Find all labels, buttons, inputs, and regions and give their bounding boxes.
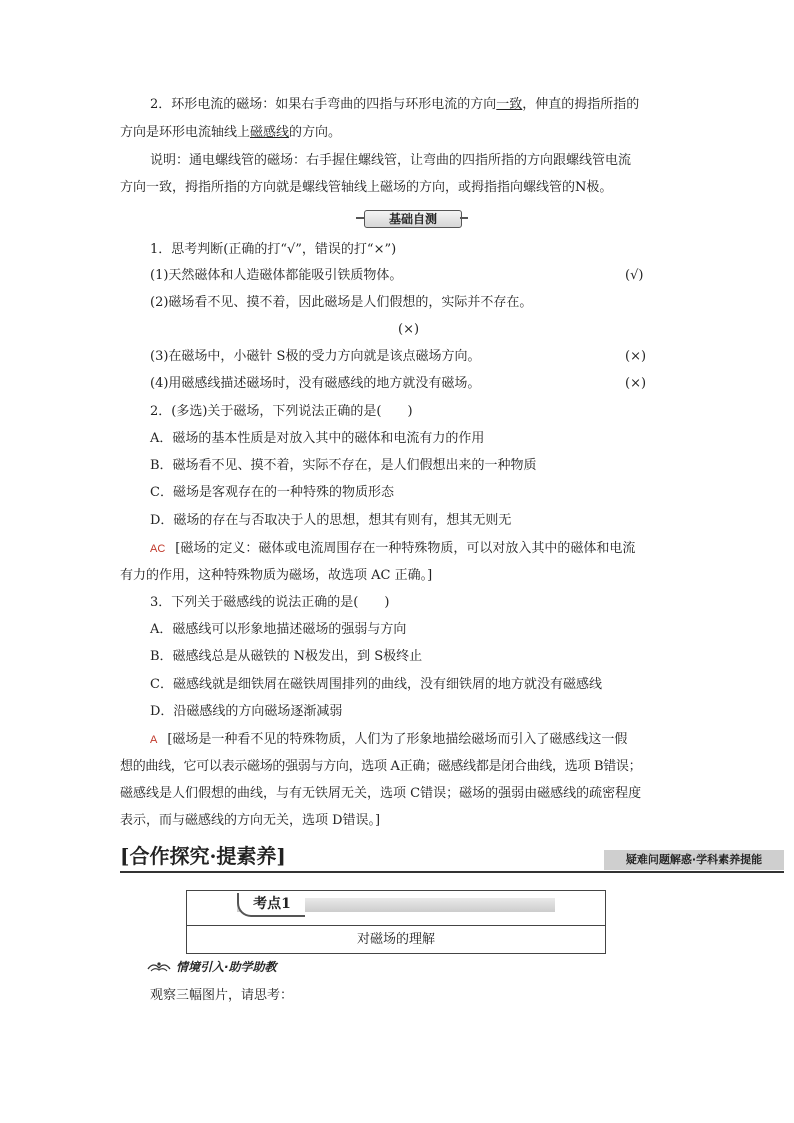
kaodian-subtitle: 对磁场的理解: [356, 932, 435, 947]
text: ，伸直的拇指所指的: [522, 97, 640, 112]
section-title: [合作探究·提素养]: [120, 844, 286, 868]
q2-option-c: C．磁场是客观存在的一种特殊的物质形态: [150, 485, 394, 500]
q3-answer: A: [150, 734, 158, 746]
para-ring-current-2: [120, 123, 341, 143]
q3-explain-4: 表示，而与磁感线的方向无关，选项 D错误。]: [120, 813, 381, 828]
underlined-text: 一致: [496, 97, 523, 112]
q1-item-1: (1)天然磁体和人造磁体都能吸引铁质物体。: [150, 268, 403, 283]
badge-label: 基础自测: [364, 210, 462, 228]
q2-option-d: D．磁场的存在与否取决于人的思想，想其有则有，想其无则无: [150, 513, 512, 528]
q3-explain-2: 想的曲线，它可以表示磁场的强弱与方向，选项 A正确；磁感线都是闭合曲线，选项 B错误；: [120, 759, 642, 774]
text: [磁场是一种看不见的特殊物质，人们为了形象地描绘磁场而引入了磁感线这一假: [167, 732, 628, 747]
underlined-text: 磁感线: [250, 125, 290, 140]
section-tag: 疑难问题解惑·学科素养提能: [604, 850, 784, 870]
q2-explain-2: 有力的作用，这种特殊物质为磁场，故选项 AC 正确。]: [120, 568, 433, 583]
q1-item-2-mark: (×): [398, 322, 420, 337]
q2-explain-1: [150, 539, 635, 559]
q1-item-4-mark: (×): [625, 376, 647, 391]
q3-option-d: D．沿磁感线的方向磁场逐渐减弱: [150, 704, 343, 719]
q3-option-a: A．磁感线可以形象地描述磁场的强弱与方向: [150, 622, 407, 637]
guide-text: 情境引入·助学助教: [176, 960, 277, 974]
q2-answer: AC: [150, 543, 166, 555]
closing-text: 观察三幅图片，请思考：: [150, 988, 294, 1003]
q3-option-b: B．磁感线总是从磁铁的 N极发出，到 S极终止: [150, 649, 423, 664]
q3-option-c: C．磁感线就是细铁屑在磁铁周围排列的曲线，没有细铁屑的地方就没有磁感线: [150, 677, 602, 692]
q1-item-1-mark: (√): [625, 268, 644, 283]
q3-explain-1: [150, 730, 627, 750]
section-rule: [120, 871, 784, 873]
q1-item-2: (2)磁场看不见、摸不着，因此磁场是人们假想的，实际并不存在。: [150, 295, 533, 310]
q1-item-4: (4)用磁感线描述磁场时，没有磁感线的地方就没有磁场。: [150, 376, 481, 391]
q1-item-3: (3)在磁场中，小磁针 S极的受力方向就是该点磁场方向。: [150, 349, 481, 364]
self-test-badge: [360, 208, 464, 228]
text: [磁场的定义：磁体或电流周围存在一种特殊物质，可以对放入其中的磁体和电流: [175, 541, 636, 556]
q3-explain-3: 磁感线是人们假想的曲线，与有无铁屑无关，选项 C错误；磁场的强弱由磁感线的疏密程度: [120, 786, 642, 801]
kaodian-box: [186, 890, 606, 954]
note-line-2: 方向一致，拇指所指的方向就是螺线管轴线上磁场的方向，或拇指指向螺线管的N极。: [120, 180, 613, 195]
q1-item-3-mark: (×): [625, 349, 647, 364]
note-line-1: 说明：通电螺线管的磁场：右手握住螺线管，让弯曲的四指所指的方向跟螺线管电流: [150, 153, 632, 168]
q3-stem: 3．下列关于磁感线的说法正确的是( ): [150, 595, 390, 610]
para-ring-current-1: [150, 95, 639, 115]
q2-option-a: A．磁场的基本性质是对放入其中的磁体和电流有力的作用: [150, 431, 485, 446]
q2-stem: 2．(多选)关于磁场，下列说法正确的是( ): [150, 404, 413, 419]
q2-option-b: B．磁场看不见、摸不着，实际不存在，是人们假想出来的一种物质: [150, 458, 537, 473]
text: 2．环形电流的磁场：如果右手弯曲的四指与环形电流的方向: [150, 97, 497, 112]
text: 的方向。: [289, 125, 342, 140]
q1-stem: 1．思考判断(正确的打“√”，错误的打“×”): [150, 242, 397, 257]
text: 方向是环形电流轴线上: [120, 125, 251, 140]
hands-icon: [146, 960, 172, 974]
kaodian-label: 考点1: [237, 893, 305, 917]
